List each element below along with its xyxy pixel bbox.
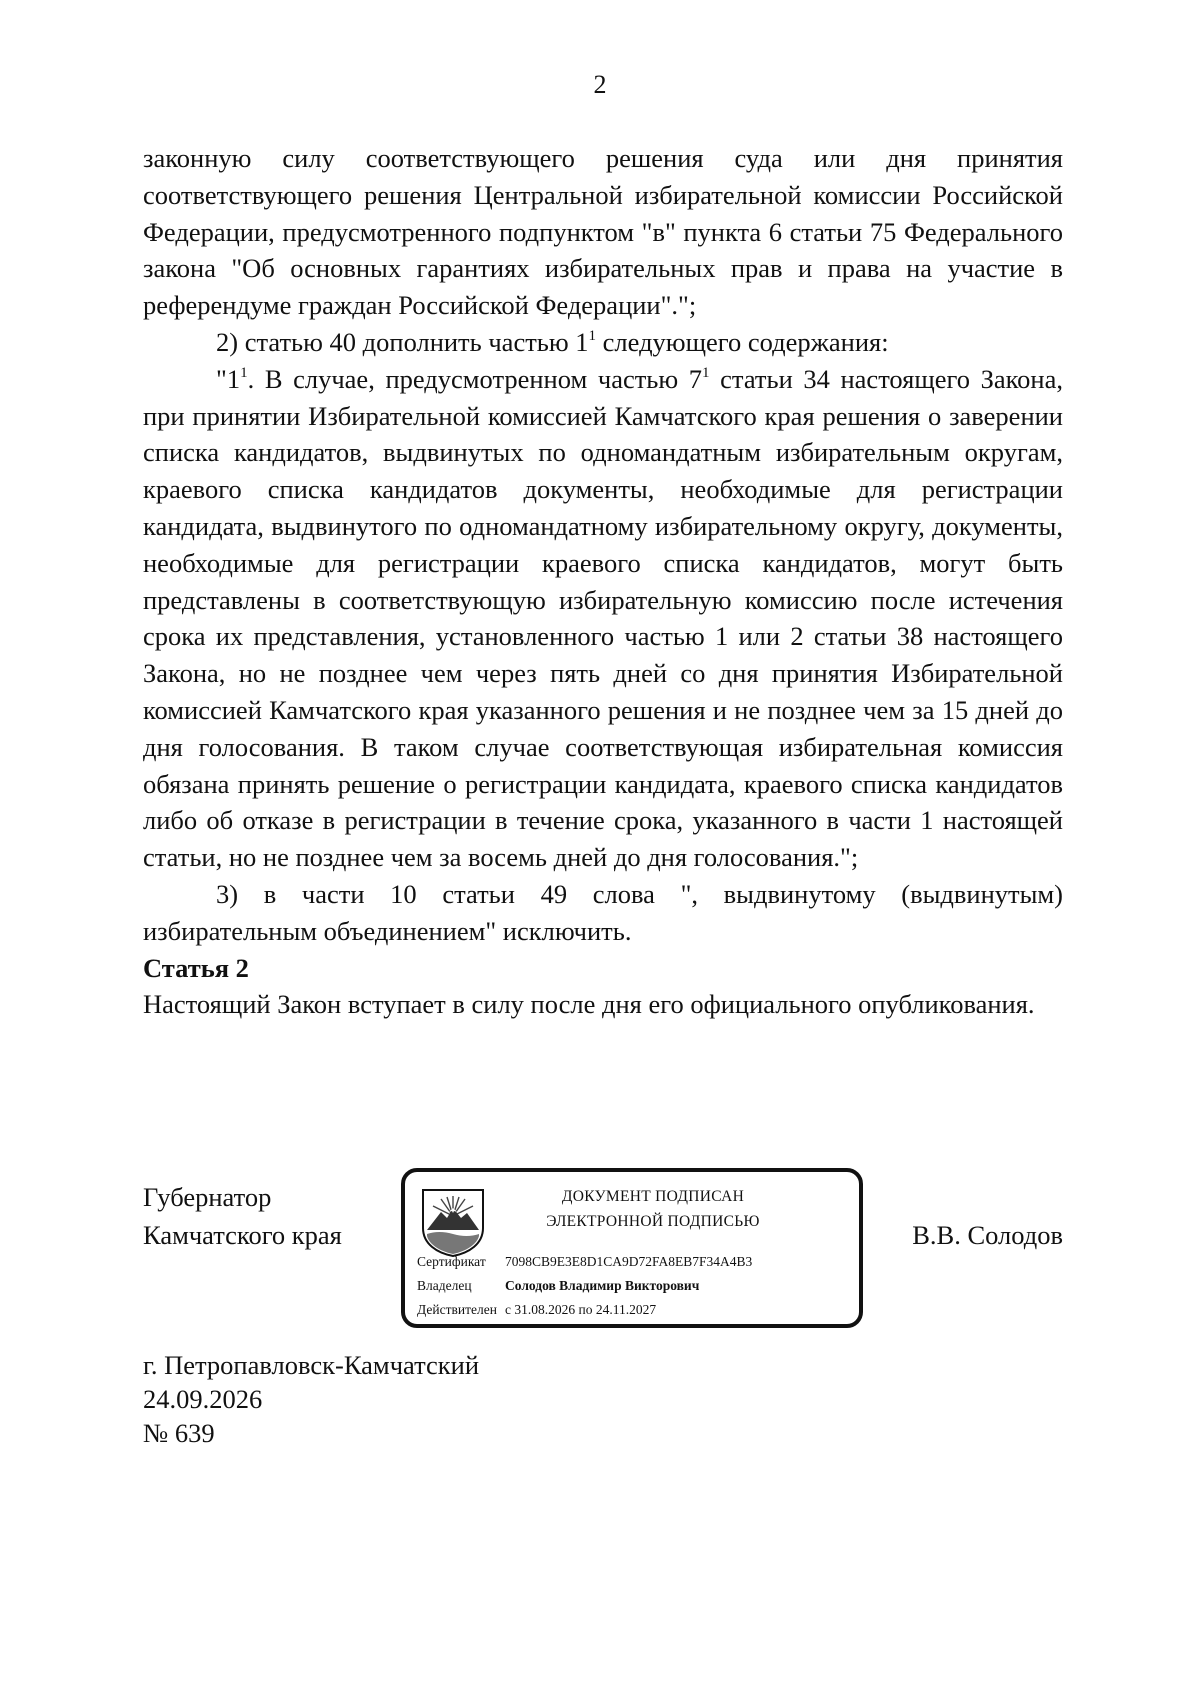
position-line-1: Губернатор [143, 1182, 272, 1212]
document-body [143, 140, 1063, 1023]
p3-open: "1 [216, 363, 241, 394]
p2-superscript: 1 [588, 327, 597, 344]
kamchatka-emblem-icon [419, 1186, 487, 1258]
place-date-block [143, 1348, 479, 1450]
signatory-position [143, 1178, 342, 1254]
p3-superscript-2: 1 [702, 364, 710, 381]
stamp-heading [503, 1184, 803, 1234]
certificate-value: 7098CB9E3E8D1CA9D72FA8EB7F34A4B3 [505, 1254, 753, 1269]
article-2-title: Статья 2 [143, 952, 249, 983]
certificate-label: Сертификат [417, 1254, 486, 1269]
stamp-certificate-row [417, 1254, 752, 1270]
owner-value: Солодов Владимир Викторович [505, 1278, 700, 1293]
p2-text-end: следующего содержания: [596, 326, 889, 357]
electronic-signature-stamp [401, 1168, 863, 1328]
city: г. Петропавловск-Камчатский [143, 1350, 479, 1380]
stamp-heading-line-2: ЭЛЕКТРОННОЙ ПОДПИСЬЮ [546, 1213, 760, 1230]
paragraph-1: законную силу соответствующего решения суда или дня принятия соответствующего решения Центральной избирательной комиссии Российской Федерации, предусмотренного подпунктом "в" пункта 6 статьи 75 Федерального закона "Об основных гарантиях избирательных прав и права на участие в референдуме граждан Российской Федерации"."; [143, 143, 1063, 321]
p2-text: 2) статью 40 дополнить частью 1 [216, 326, 589, 357]
validity-value: с 31.08.2026 по 24.11.2027 [505, 1302, 657, 1317]
article-2-text: Настоящий Закон вступает в силу после дня его официального опубликования. [143, 989, 1035, 1020]
position-line-2: Камчатского края [143, 1220, 342, 1250]
validity-label: Действителен [417, 1302, 497, 1317]
paragraph-4: 3) в части 10 статьи 49 слова ", выдвинутому (выдвинутым) избирательным объединением" исключить. [143, 878, 1063, 946]
paragraph-3 [143, 361, 1063, 876]
stamp-validity-row [417, 1302, 656, 1318]
p3-mid: . В случае, предусмотренном частью 7 [247, 363, 703, 394]
owner-label: Владелец [417, 1278, 472, 1293]
signatory-name: В.В. Солодов [912, 1220, 1063, 1250]
document-number: № 639 [143, 1418, 215, 1448]
date: 24.09.2026 [143, 1384, 263, 1414]
stamp-heading-line-1: ДОКУМЕНТ ПОДПИСАН [561, 1188, 745, 1205]
p3-rest: статьи 34 настоящего Закона, при принятии Избирательной комиссией Камчатского края решения о заверении списка кандидатов, выдвинутых по одномандатным избирательным округам, краевого списка кандидатов документы, необходимые для регистрации кандидата, выдвинутого по одномандатному избирательному округу, документы, необходимые для регистрации краевого списка кандидатов, могут быть представлены в соответствующую избирательную комиссию после истечения срока их представления, установленного частью 1 или 2 статьи 38 настоящего Закона, но не позднее чем через пять дней со дня принятия Избирательной комиссией Камчатского края указанного решения и не позднее чем за 15 дней до дня голосования. В таком случае соответствующая избирательная комиссия обязана принять решение о регистрации кандидата, краевого списка кандидатов либо об отказе в регистрации в течение срока, указанного в части 1 настоящей статьи, но не позднее чем за восемь дней до дня голосования."; [143, 363, 1063, 873]
p3-superscript-1: 1 [240, 364, 248, 381]
paragraph-2 [143, 324, 1063, 361]
signature-block [143, 1168, 1063, 1340]
stamp-owner-row [417, 1278, 699, 1294]
page-number: 2 [593, 70, 607, 99]
